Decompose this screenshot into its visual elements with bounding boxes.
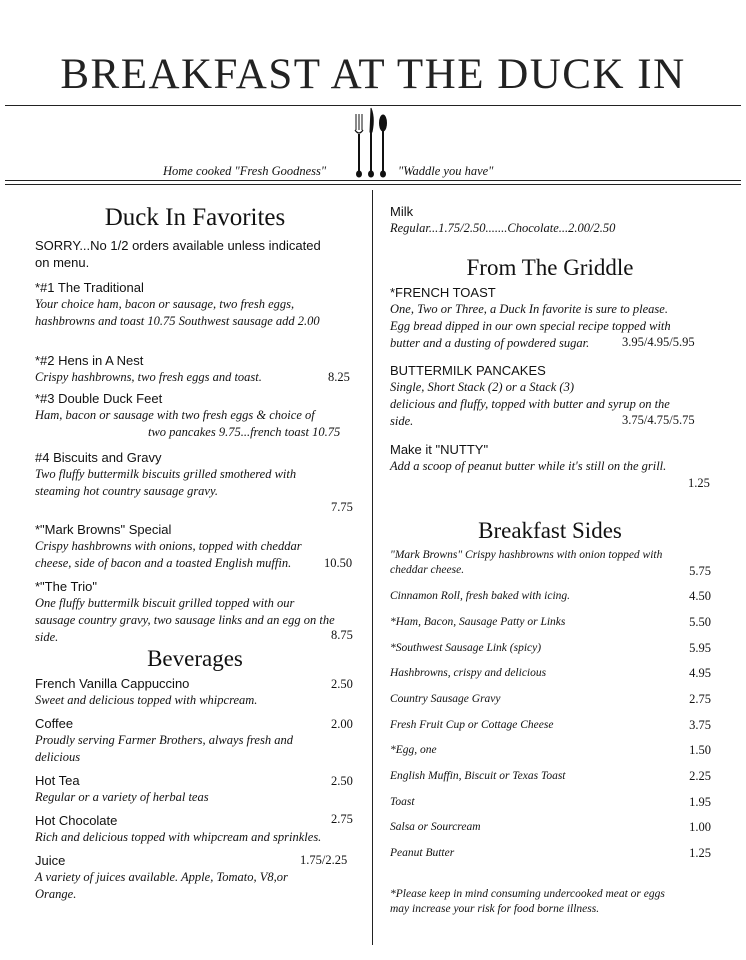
desc-line: Single, Short Stack (2) or a Stack (3)	[390, 380, 574, 394]
item-description	[35, 732, 293, 766]
desc-line: Proudly serving Farmer Brothers, always fresh and	[35, 733, 293, 747]
griddle-heading: From The Griddle	[466, 255, 634, 280]
side-line: cheddar cheese.	[390, 564, 465, 576]
beverages-heading: Beverages	[147, 646, 243, 671]
desc-line: Crispy hashbrowns, two fresh eggs and toast.	[35, 370, 262, 384]
milk-name: Milk	[390, 204, 414, 219]
side-price: 2.75	[689, 692, 711, 706]
side-item-name: Country Sausage Gravy	[390, 693, 501, 705]
desc-line: Your choice ham, bacon or sausage, two fresh eggs,	[35, 297, 295, 311]
side-item-name: *Ham, Bacon, Sausage Patty or Links	[390, 616, 566, 628]
desc-line: Add a scoop of peanut butter while it's still on the grill.	[390, 459, 667, 473]
header-rule-2	[5, 184, 741, 185]
side-line: "Mark Browns" Crispy hashbrowns with onion topped with	[390, 549, 663, 561]
menu-title: BREAKFAST AT THE DUCK IN	[60, 51, 686, 98]
desc-line: steaming hot country sausage gravy.	[35, 484, 218, 498]
side-item-name	[390, 548, 662, 578]
item-price: 1.25	[688, 476, 710, 490]
tagline-left: Home cooked "Fresh Goodness"	[163, 164, 327, 178]
header-rule-1	[5, 180, 741, 181]
desc-line: sausage country gravy, two sausage links and an egg on the	[35, 613, 335, 627]
side-price: 5.50	[689, 615, 711, 629]
item-name: Juice	[35, 853, 66, 868]
side-item-name: Fresh Fruit Cup or Cottage Cheese	[390, 719, 554, 731]
side-price: 3.75	[689, 718, 711, 732]
desc-line: A variety of juices available. Apple, Tomato, V8,or	[35, 870, 288, 884]
desc-line: Rich and delicious topped with whipcream and sprinkles.	[35, 830, 322, 844]
desc-line: delicious and fluffy, topped with butter and syrup on the	[390, 397, 670, 411]
item-price: 10.50	[324, 556, 353, 570]
tagline-right: "Waddle you have"	[398, 164, 494, 178]
item-description	[35, 296, 365, 330]
sides-heading: Breakfast Sides	[478, 518, 622, 543]
cutlery-icon	[351, 106, 391, 180]
item-price: 2.50	[331, 677, 353, 691]
favorites-heading: Duck In Favorites	[104, 204, 286, 231]
item-name: #4 Biscuits and Gravy	[35, 450, 162, 465]
desc-line: Regular or a variety of herbal teas	[35, 790, 209, 804]
side-item-name: Toast	[390, 796, 415, 808]
item-name: *"The Trio"	[35, 579, 97, 594]
item-name: Coffee	[35, 716, 74, 731]
side-price: 1.95	[689, 795, 711, 809]
desc-line: One fluffy buttermilk biscuit grilled topped with our	[35, 596, 295, 610]
desc-line: Crispy hashbrowns with onions, topped with cheddar	[35, 539, 302, 553]
item-description	[35, 595, 335, 646]
warning-line: may increase your risk for food borne illness.	[390, 903, 600, 915]
item-price: 3.95/4.95/5.95	[622, 335, 695, 349]
item-price: 8.75	[331, 628, 353, 642]
item-price: 7.75	[331, 500, 353, 514]
item-description	[35, 869, 288, 903]
side-price: 5.75	[689, 564, 711, 578]
food-safety-warning	[390, 887, 665, 917]
item-name: Hot Tea	[35, 773, 80, 788]
side-item-name: *Egg, one	[390, 744, 437, 756]
item-price: 2.50	[331, 774, 353, 788]
side-price: 1.50	[689, 743, 711, 757]
item-name: *FRENCH TOAST	[390, 285, 496, 300]
item-name: *"Mark Browns" Special	[35, 522, 172, 537]
warning-line: *Please keep in mind consuming undercooked meat or eggs	[390, 888, 665, 900]
side-item-name: English Muffin, Biscuit or Texas Toast	[390, 770, 566, 782]
item-name: *#2 Hens in A Nest	[35, 353, 144, 368]
side-price: 4.50	[689, 589, 711, 603]
desc-line: Ham, bacon or sausage with two fresh eggs & choice of	[35, 408, 315, 422]
desc-line: butter and a dusting of powdered sugar.	[390, 336, 590, 350]
item-name: *#1 The Traditional	[35, 280, 144, 295]
desc-line: side.	[390, 414, 414, 428]
item-price: 8.25	[328, 370, 350, 384]
side-item-name: *Southwest Sausage Link (spicy)	[390, 642, 542, 654]
notice-line-1: SORRY...No 1/2 orders available unless indicated	[35, 238, 321, 253]
desc-line: Two fluffy buttermilk biscuits grilled smothered with	[35, 467, 297, 481]
desc-line: Orange.	[35, 887, 77, 901]
column-divider	[372, 190, 373, 945]
item-price: 2.75	[331, 812, 353, 826]
side-item-name: Cinnamon Roll, fresh baked with icing.	[390, 590, 571, 602]
item-description	[35, 538, 302, 572]
item-name: French Vanilla Cappuccino	[35, 676, 190, 691]
notice-line-2: on menu.	[35, 255, 90, 270]
side-price: 4.95	[689, 666, 711, 680]
side-item-name: Hashbrowns, crispy and delicious	[390, 667, 547, 679]
side-price: 1.25	[689, 846, 711, 860]
item-name: Hot Chocolate	[35, 813, 118, 828]
desc-line: side.	[35, 630, 59, 644]
item-price: 1.75/2.25	[300, 853, 348, 867]
side-price: 5.95	[689, 641, 711, 655]
side-item-name: Salsa or Sourcream	[390, 821, 481, 833]
desc-line: Sweet and delicious topped with whipcream.	[35, 693, 258, 707]
side-price: 2.25	[689, 769, 711, 783]
desc-line: two pancakes 9.75...french toast 10.75	[148, 425, 341, 439]
desc-line: cheese, side of bacon and a toasted English muffin.	[35, 556, 292, 570]
desc-line: delicious	[35, 750, 81, 764]
item-price: 3.75/4.75/5.75	[622, 413, 695, 427]
item-description	[35, 466, 296, 500]
desc-line: hashbrowns and toast 10.75 Southwest sausage add 2.00	[35, 314, 320, 328]
milk-description: Regular...1.75/2.50.......Chocolate...2.00/2.50	[390, 221, 616, 235]
item-name: Make it "NUTTY"	[390, 442, 489, 457]
item-name: BUTTERMILK PANCAKES	[390, 363, 546, 378]
desc-line: One, Two or Three, a Duck In favorite is sure to please.	[390, 302, 668, 316]
item-name: *#3 Double Duck Feet	[35, 391, 163, 406]
side-price: 1.00	[689, 820, 711, 834]
desc-line: Egg bread dipped in our own special recipe topped with	[390, 319, 671, 333]
item-price: 2.00	[331, 717, 353, 731]
side-item-name: Peanut Butter	[390, 847, 455, 859]
